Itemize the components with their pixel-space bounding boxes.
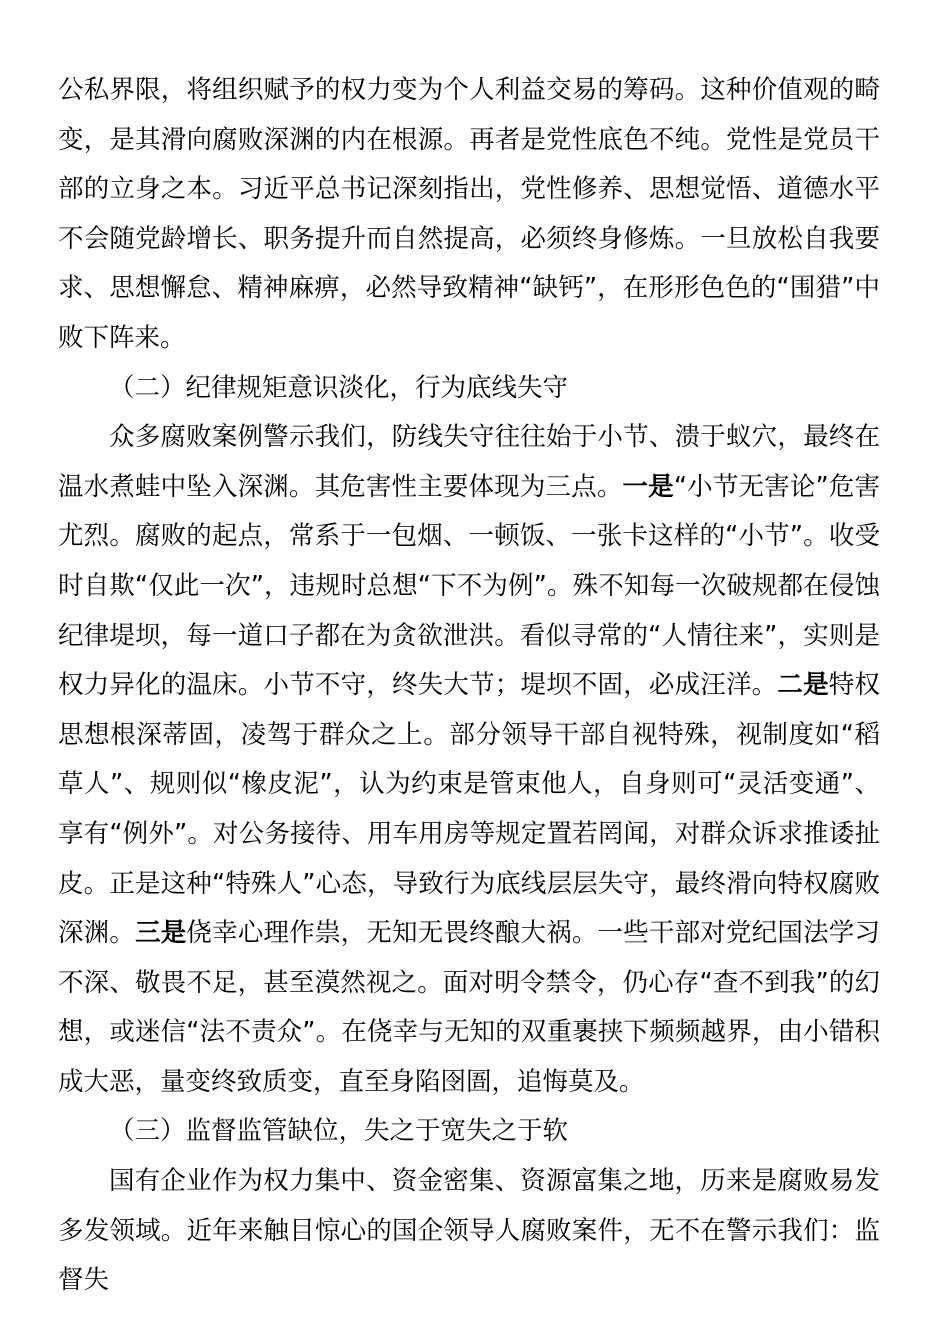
- point-label-3: 三是: [135, 918, 187, 949]
- point-text-3: 侥幸心理作祟，无知无畏终酿大祸。一些干部对党纪国法学习不深、敬畏不足，甚至漠然视之。面对明令禁令，仍心存“查不到我”的幻想，或迷信“法不责众”。在侥幸与无知的双重裹挟下频频越界，由小错积成大恶，量变终致质变，直至身陷囹圄，追悔莫及。: [58, 918, 880, 1097]
- point-label-1: 一是: [622, 471, 674, 502]
- paragraph-2: [58, 413, 880, 1107]
- paragraph-3: 国有企业作为权力集中、资金密集、资源富集之地，历来是腐败易发多发领域。近年来触目惊心的国企领导人腐败案件，无不在警示我们：监督失: [58, 1166, 880, 1296]
- paragraph-1: 公私界限，将组织赋予的权力变为个人利益交易的筹码。这种价值观的畸变，是其滑向腐败深渊的内在根源。再者是党性底色不纯。党性是党员干部的立身之本。习近平总书记深刻指出，党性修养、思想觉悟、道德水平不会随党龄增长、职务提升而自然提高，必须终身修炼。一旦放松自我要求、思想懈怠、精神麻痹，必然导致精神“缺钙”，在形形色色的“围猎”中败下阵来。: [58, 75, 880, 353]
- document-page: [58, 66, 880, 1306]
- point-text-2: 特权思想根深蒂固，凌驾于群众之上。部分领导干部自视特殊，视制度如“稻草人”、规则似“橡皮泥”，认为约束是管束他人，自身则可“灵活变通”、享有“例外”。对公务接待、用车用房等规定置若罔闻，对群众诉求推诿扯皮。正是这种“特殊人”心态，导致行为底线层层失守，最终滑向特权腐败深渊。: [58, 670, 880, 949]
- section-heading-2: （二）纪律规矩意识淡化，行为底线失守: [109, 372, 569, 403]
- paragraph-2-intro: 众多腐败案例警示我们，防线失守往往始于小节、溃于蚁穴，最终在温水煮蛙中坠入深渊。其危害性主要体现为三点。: [58, 422, 880, 502]
- point-label-2: 二是: [777, 670, 829, 701]
- point-text-1: “小节无害论”危害尤烈。腐败的起点，常系于一包烟、一顿饭、一张卡这样的“小节”。收受时自欺“仅此一次”，违规时总想“下不为例”。殊不知每一次破规都在侵蚀纪律堤坝，每一道口子都在为贪欲泄洪。看似寻常的“人情往来”，实则是权力异化的温床。小节不守，终失大节；堤坝不固，必成汪洋。: [58, 471, 880, 701]
- section-heading-3: （三）监督监管缺位，失之于宽失之于软: [109, 1116, 569, 1147]
